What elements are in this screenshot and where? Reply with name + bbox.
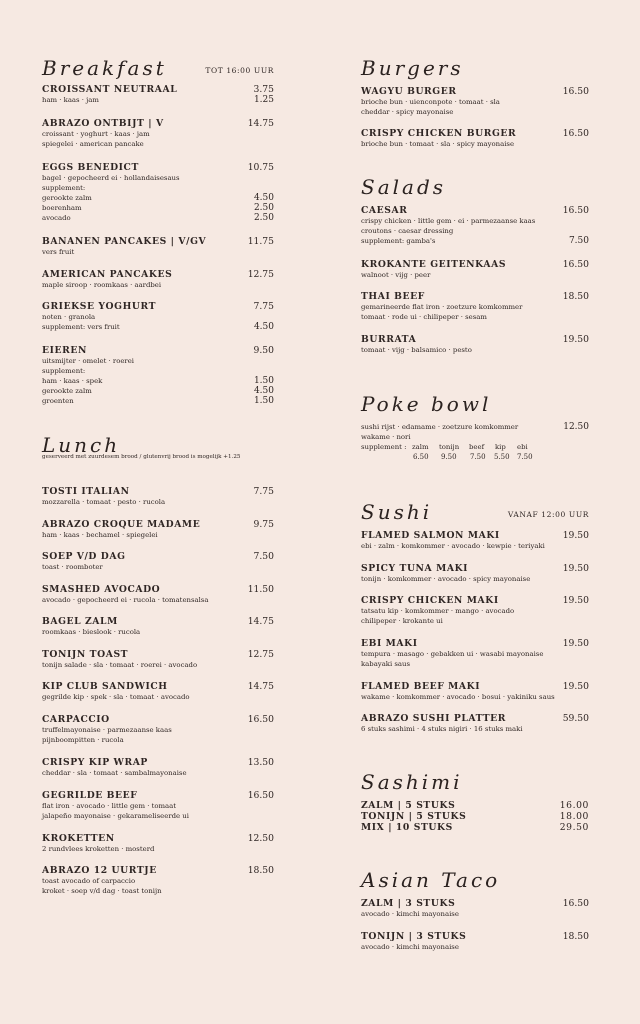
- menu-item: [42, 162, 274, 223]
- taco-title: Asian Taco: [361, 868, 501, 892]
- taco-section: [361, 868, 589, 951]
- item-price: 16.50: [562, 259, 589, 270]
- item-name: KROKANTE GEITENKAAS: [361, 259, 507, 270]
- menu-item: [42, 584, 274, 605]
- sashimi-row: ZALM | 5 STUKS 16.00: [361, 800, 589, 811]
- item-name: ABRAZO ONTBIJT | V: [42, 118, 164, 129]
- item-name: FLAMED BEEF MAKI: [361, 681, 481, 692]
- item-name: SPICY TUNA MAKI: [361, 563, 469, 574]
- item-name: GEGRILDE BEEF: [42, 790, 138, 801]
- item-description: avocado · gepocheerd ei · rucola · tomatensalsa: [42, 596, 209, 604]
- item-description: 6 stuks sashimi · 4 stuks nigiri · 16 stuks maki: [361, 725, 523, 733]
- item-price: 18.50: [562, 291, 589, 302]
- menu-item: [42, 118, 274, 149]
- item-description: tomaat · vijg · balsamico · pesto: [361, 346, 472, 354]
- menu-item: [361, 595, 589, 626]
- menu-item: [42, 84, 274, 105]
- item-description: ebi · zalm · komkommer · avocado · kewpie · teriyaki: [361, 542, 545, 550]
- item-price: 14.75: [247, 118, 274, 129]
- item-name: BANANEN PANCAKES | V/GV: [42, 236, 207, 247]
- item-price: 19.50: [562, 530, 589, 541]
- item-description: supplement:: [42, 184, 86, 192]
- menu-item: [361, 638, 589, 669]
- item-description: mozzarella · tomaat · pesto · rucola: [42, 498, 166, 506]
- item-price: 16.50: [562, 128, 589, 139]
- menu-item: [361, 334, 589, 355]
- item-price: 19.50: [562, 563, 589, 574]
- item-name: TONIJN TOAST: [42, 649, 129, 660]
- item-price: 16.50: [562, 898, 589, 909]
- menu-item: [42, 790, 274, 821]
- item-description: roomkaas · bieslook · rucola: [42, 628, 141, 636]
- item-price: 7.75: [253, 301, 274, 312]
- supplement-price: 2.50: [253, 203, 274, 213]
- lunch-title: Lunch: [42, 433, 121, 457]
- item-price: 12.75: [247, 269, 274, 280]
- menu-item: [361, 563, 589, 584]
- item-description: kroket · soep v/d dag · toast tonijn: [42, 887, 162, 895]
- item-description: jalapeño mayonaise · gekarameliseerde ui: [42, 812, 189, 820]
- item-description: flat iron · avocado · little gem · tomaat: [42, 802, 177, 810]
- poke-supplement-row: supplement : zalm tonijn beef kip ebi: [361, 443, 528, 451]
- menu-item: [361, 259, 589, 280]
- supplement-price: 4.50: [253, 193, 274, 203]
- item-name: CROISSANT NEUTRAAL: [42, 84, 178, 95]
- supplement-line: avocado 2.50: [42, 213, 274, 223]
- menu-item: [42, 519, 274, 540]
- poke-option-prices: 6.50 9.50 7.50 5.50 7.50: [413, 453, 533, 461]
- menu-item: [42, 757, 274, 778]
- item-description: kabayaki saus: [361, 660, 410, 668]
- item-description: vers fruit: [42, 248, 75, 256]
- item-name: EBI MAKI: [361, 638, 418, 649]
- supplement-price: 1.25: [253, 95, 274, 105]
- item-description: noten · granola: [42, 313, 96, 321]
- supplement-line: boerenham 2.50: [42, 203, 274, 213]
- menu-item: [361, 681, 589, 702]
- supplement-line: gerookte zalm 4.50: [42, 193, 274, 203]
- item-price: 14.75: [247, 681, 274, 692]
- item-price: 16.50: [562, 205, 589, 216]
- item-price: 16.50: [247, 790, 274, 801]
- item-name: SOEP V/D DAG: [42, 551, 126, 562]
- item-description: gemarineerde flat iron · zoetzure komkommer: [361, 303, 523, 311]
- item-description: croissant · yoghurt · kaas · jam: [42, 130, 150, 138]
- item-name: THAI BEEF: [361, 291, 425, 302]
- item-description: ham · kaas · bechamel · spiegelei: [42, 531, 158, 539]
- menu-item: [361, 898, 589, 919]
- item-name: ABRAZO CROQUE MADAME: [42, 519, 201, 530]
- item-description: tempura · masago · gebakken ui · wasabi mayonaise: [361, 650, 544, 658]
- item-description: croutons · caesar dressing: [361, 227, 454, 235]
- supplement-line: supplement: vers fruit 4.50: [42, 322, 274, 332]
- item-description: cheddar · sla · tomaat · sambalmayonaise: [42, 769, 187, 777]
- item-description: pijnboompitten · rucola: [42, 736, 124, 744]
- supplement-price: 4.50: [253, 386, 274, 396]
- salads-section: [361, 175, 589, 354]
- item-price: 14.75: [247, 616, 274, 627]
- item-name: SMASHED AVOCADO: [42, 584, 161, 595]
- item-description: toast · roomboter: [42, 563, 103, 571]
- item-description: bagel · gepocheerd ei · hollandaisesaus: [42, 174, 180, 182]
- menu-item: [42, 301, 274, 332]
- item-description: chilipeper · krokante ui: [361, 617, 443, 625]
- item-name: CARPACCIO: [42, 714, 110, 725]
- menu-item: [42, 269, 274, 290]
- menu-item: [361, 713, 589, 734]
- supplement-price: 4.50: [253, 322, 274, 332]
- item-description: wakame · komkommer · avocado · bosui · yakiniku saus: [361, 693, 555, 701]
- sashimi-list: [361, 800, 589, 833]
- item-price: 3.75: [253, 84, 274, 95]
- item-name: ZALM | 3 STUKS: [361, 898, 456, 909]
- item-name: CAESAR: [361, 205, 408, 216]
- item-price: 7.75: [253, 486, 274, 497]
- item-name: CRISPY KIP WRAP: [42, 757, 148, 768]
- item-price: 19.50: [562, 681, 589, 692]
- item-name: ABRAZO 12 UURTJE: [42, 865, 157, 876]
- poke-title: Poke bowl: [361, 392, 492, 416]
- menu-item: [42, 714, 274, 745]
- item-price: 7.50: [253, 551, 274, 562]
- item-price: 12.50: [247, 833, 274, 844]
- sashimi-section: [361, 770, 589, 833]
- supplement-price: 7.50: [568, 236, 589, 246]
- supplement-line: ham · kaas · spek 1.50: [42, 376, 274, 386]
- item-description: wakame · nori: [361, 433, 411, 441]
- menu-item: [361, 931, 589, 952]
- item-price: 16.50: [247, 714, 274, 725]
- item-price: 13.50: [247, 757, 274, 768]
- item-description: toast avocado of carpaccio: [42, 877, 136, 885]
- sashimi-row: MIX | 10 STUKS 29.50: [361, 822, 589, 833]
- sushi-section: [361, 500, 589, 733]
- sashimi-row: TONIJN | 5 STUKS 18.00: [361, 811, 589, 822]
- menu-item: [361, 530, 589, 551]
- supplement-price: 1.50: [253, 396, 274, 406]
- burgers-section: [361, 56, 589, 148]
- item-name: CRISPY CHICKEN MAKI: [361, 595, 499, 606]
- item-price: 9.50: [253, 345, 274, 356]
- sashimi-title: Sashimi: [361, 770, 463, 794]
- item-price: 12.75: [247, 649, 274, 660]
- supplement-line: ham · kaas · jam 1.25: [42, 95, 274, 105]
- item-name: ABRAZO SUSHI PLATTER: [361, 713, 507, 724]
- item-description: cheddar · spicy mayonaise: [361, 108, 454, 116]
- poke-item: [361, 422, 589, 462]
- item-name: KROKETTEN: [42, 833, 115, 844]
- sushi-title: Sushi: [361, 500, 433, 524]
- item-price: 19.50: [562, 334, 589, 345]
- menu-item: [361, 291, 589, 322]
- sushi-hours: VANAF 12:00 UUR: [507, 510, 589, 519]
- item-name: BURRATA: [361, 334, 417, 345]
- item-description: tatsatu kip · komkommer · mango · avocado: [361, 607, 515, 615]
- menu-item: [42, 649, 274, 670]
- menu-item: [42, 551, 274, 572]
- item-name: FLAMED SALMON MAKI: [361, 530, 500, 541]
- item-description: 2 rundvlees kroketten · mosterd: [42, 845, 155, 853]
- menu-item: [42, 865, 274, 896]
- burgers-title: Burgers: [361, 56, 464, 80]
- item-description: walnoot · vijg · peer: [361, 271, 431, 279]
- item-description: brioche bun · uienconpote · tomaat · sla: [361, 98, 500, 106]
- lunch-section: [42, 433, 274, 895]
- item-name: EIEREN: [42, 345, 87, 356]
- item-description: gegrilde kip · spek · sla · tomaat · avocado: [42, 693, 190, 701]
- item-price: 11.75: [247, 236, 274, 247]
- item-description: maple siroop · roomkaas · aardbei: [42, 281, 162, 289]
- item-price: 18.50: [562, 931, 589, 942]
- lunch-note: geserveerd met zuurdesem brood / glutenvrij brood is mogelijk +1.25: [42, 454, 241, 460]
- item-price: 59.50: [562, 713, 589, 724]
- item-description: crispy chicken · little gem · ei · parmezaanse kaas: [361, 217, 536, 225]
- menu-item: [361, 86, 589, 117]
- supplement-line: supplement: gamba's 7.50: [361, 236, 589, 246]
- salads-title: Salads: [361, 175, 447, 199]
- item-price: 18.50: [247, 865, 274, 876]
- poke-price: 12.50: [563, 422, 589, 432]
- menu-item: [361, 205, 589, 246]
- item-description: brioche bun · tomaat · sla · spicy mayonaise: [361, 140, 515, 148]
- item-name: TONIJN | 3 STUKS: [361, 931, 467, 942]
- item-description: avocado · kimchi mayonaise: [361, 910, 459, 918]
- item-name: GRIEKSE YOGHURT: [42, 301, 157, 312]
- breakfast-title: Breakfast: [42, 56, 167, 80]
- menu-item: [361, 128, 589, 149]
- breakfast-hours: TOT 16:00 UUR: [205, 66, 274, 75]
- item-description: uitsmijter · omelet · roerei: [42, 357, 135, 365]
- item-name: TOSTI ITALIAN: [42, 486, 130, 497]
- item-price: 19.50: [562, 638, 589, 649]
- menu-item: [42, 833, 274, 854]
- item-description: tonijn · komkommer · avocado · spicy mayonaise: [361, 575, 531, 583]
- item-description: tomaat · rode ui · chilipeper · sesam: [361, 313, 487, 321]
- item-description: spiegelei · american pancake: [42, 140, 144, 148]
- supplement-line: gerookte zalm 4.50: [42, 386, 274, 396]
- item-description: sushi rijst · edamame · zoetzure komkommer 12.50: [361, 422, 589, 432]
- item-price: 11.50: [247, 584, 274, 595]
- breakfast-section: [42, 56, 274, 406]
- menu-item: [42, 236, 274, 257]
- item-name: EGGS BENEDICT: [42, 162, 139, 173]
- menu-item: [42, 486, 274, 507]
- supplement-line: groenten 1.50: [42, 396, 274, 406]
- item-name: AMERICAN PANCAKES: [42, 269, 173, 280]
- item-description: avocado · kimchi mayonaise: [361, 943, 459, 951]
- item-description: supplement:: [42, 367, 86, 375]
- item-description: truffelmayonaise · parmezaanse kaas: [42, 726, 172, 734]
- item-name: BAGEL ZALM: [42, 616, 118, 627]
- item-name: KIP CLUB SANDWICH: [42, 681, 168, 692]
- item-price: 16.50: [562, 86, 589, 97]
- menu-item: [42, 616, 274, 637]
- item-price: 10.75: [247, 162, 274, 173]
- menu-item: [42, 345, 274, 406]
- poke-section: [361, 392, 589, 461]
- item-price: 19.50: [562, 595, 589, 606]
- supplement-price: 2.50: [253, 213, 274, 223]
- item-name: CRISPY CHICKEN BURGER: [361, 128, 517, 139]
- item-description: tonijn salade · sla · tomaat · roerei · avocado: [42, 661, 198, 669]
- supplement-price: 1.50: [253, 376, 274, 386]
- menu-item: [42, 681, 274, 702]
- item-price: 9.75: [253, 519, 274, 530]
- item-name: WAGYU BURGER: [361, 86, 457, 97]
